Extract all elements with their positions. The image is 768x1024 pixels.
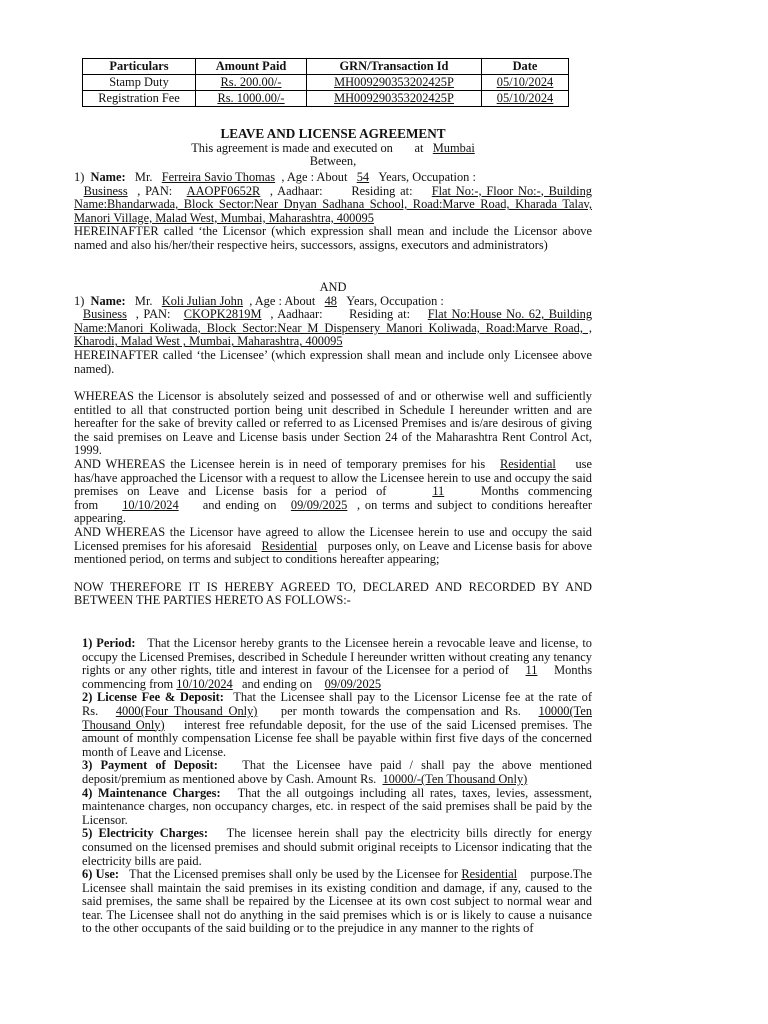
col-header: Date [482, 59, 569, 75]
licensor-section [74, 171, 592, 253]
licensor-name: Ferreira Savio Thomas [161, 170, 276, 184]
table-cell: Rs. 200.00/- [196, 75, 307, 91]
fees-table-header [83, 59, 569, 75]
clause-maintenance: 4) Maintenance Charges: That the all outgoings including all rates, taxes, levies, assessment, maintenance charges, non occupancy charges, etc. in respect of the said premises shall be paid by the Licensor. [82, 785, 592, 827]
clauses [74, 637, 592, 936]
agreement-title: LEAVE AND LICENSE AGREEMENT [220, 126, 446, 141]
execution-place: Mumbai [432, 140, 475, 155]
table-cell: 05/10/2024 [482, 75, 569, 91]
between-label: Between, [309, 154, 357, 169]
licensee-details: 1) Name: Mr. Koli Julian John , Age : About 48 Years, Occupation : Business , PAN: CKOPK2819M , Aadhaar: Residing at: Flat No:House No. 62, Building Name:Manori Koliwada, Block Sector:Near M Dispensery Manori Koliwada, Road:Marve Road, , Kharodi, Malad West , Mumbai, Maharashtra, 400095 [74, 293, 593, 349]
table-cell: Stamp Duty [83, 75, 196, 91]
table-cell: MH009290353202425P [307, 91, 482, 107]
clause-license-fee: 2) License Fee & Deposit: That the Licensee shall pay to the Licensor License fee at the rate of Rs. 4000(Four Thousand Only) per month towards the compensation and Rs. 10000(Ten Thousand Only) interest free refundable deposit, for the use of the said Licensed premises. The amount of monthly compensation License fee shall be payable within first five days of the concerned month of Leave and License. [82, 690, 593, 759]
table-cell: Rs. 1000.00/- [196, 91, 307, 107]
table-cell: 05/10/2024 [482, 91, 569, 107]
whereas-1: WHEREAS the Licensor is absolutely seized and possessed of and or otherwise well and sufficiently entitled to all that constructed portion being unit described in Schedule I hereunder written and are hereafter for the sake of brevity called or referred to as Licensed Premises and is/are desirous of giving the said premises on Leave and License basis under Section 24 of the Maharashtra Rent Control Act, 1999. [74, 389, 592, 458]
clause-use: 6) Use: That the Licensed premises shall only be used by the Licensee for Residential purpose.The Licensee shall maintain the said premises in its existing condition and damage, if any, caused to the said premises, the same shall be repaired by the Licensee at its own cost subject to normal wear and tear. The Licensee shall not do anything in the said premises which is or is likely to cause a nuisance to the other occupants of the said building or to the prejudice in any manner to the rights of [82, 867, 592, 936]
table-cell: Registration Fee [83, 91, 196, 107]
now-therefore: NOW THEREFORE IT IS HEREBY AGREED TO, DECLARED AND RECORDED BY AND BETWEEN THE PARTIES HERETO AS FOLLOWS:- [74, 579, 592, 608]
licensee-hereinafter: HEREINAFTER called ‘the Licensee’ (which expression shall mean and include only Licensee above named). [74, 347, 592, 376]
col-header: Amount Paid [196, 59, 307, 75]
fees-table [82, 58, 569, 107]
table-row [83, 75, 569, 91]
clause-payment-deposit: 3) Payment of Deposit: That the Licensee have paid / shall pay the above mentioned deposit/premium as mentioned above by Cash. Amount Rs. 10000/-(Ten Thousand Only) [82, 758, 592, 786]
licensee-pan: CKOPK2819M [183, 307, 262, 322]
whereas-3: AND WHEREAS the Licensor have agreed to allow the Licensee herein to use and occupy the said Licensed premises for his aforesaid Residential purposes only, on Leave and License basis for above mentioned period, on terms and subject to conditions hereafter appearing; [74, 524, 592, 567]
recitals [74, 390, 592, 608]
licensee-section [74, 281, 592, 376]
licensor-hereinafter: HEREINAFTER called ‘the Licensor (which expression shall mean and include the Licensor above named and also his/her/their respective heirs, successors, assigns, executors and administrators) [74, 224, 592, 252]
licensor-pan: AAOPF0652R [186, 183, 261, 198]
licensee-name: Koli Julian John [161, 293, 244, 308]
licensee-address: Flat No:House No. 62, Building Name:Manori Koliwada, Block Sector:Near M Dispensery Manori Koliwada, Road:Marve Road, , Kharodi, Malad West , Mumbai, Maharashtra, 400095 [74, 307, 593, 349]
col-header: Particulars [83, 59, 196, 75]
made-line: This agreement is made and executed on at Mumbai [191, 140, 475, 155]
table-cell: MH009290353202425P [307, 75, 482, 91]
table-row [83, 91, 569, 107]
col-header: GRN/Transaction Id [307, 59, 482, 75]
whereas-2: AND WHEREAS the Licensee herein is in need of temporary premises for his Residential use has/have approached the Licensor with a request to allow the Licensee herein to use and occupy the said premises on Leave and License basis for a period of 11 Months commencing from 10/10/2024 and ending on 09/09/2025 , on terms and subject to conditions hereafter appearing. [74, 456, 593, 526]
licensor-address: Flat No:-, Floor No:-, Building Name:Bhandarwada, Block Sector:Near Dnyan Sadhana School, Road:Marve Road, Kharada Talav, Manori Village, Malad West, Mumbai, Maharashtra, 400095 [74, 183, 593, 225]
and-label: AND [319, 280, 347, 294]
agreement-header [74, 127, 592, 169]
clause-period: 1) Period: That the Licensor hereby grants to the Licensee herein a revocable leave and license, to occupy the Licensed Premises, described in Schedule I hereunder written without creating any tenancy rights or any other rights, title and interest in favour of the Licensee for a period of 11 Months commencing from 10/10/2024 and ending on 09/09/2025 [82, 636, 593, 691]
licensor-details: 1) Name: Mr. Ferreira Savio Thomas , Age : About 54 Years, Occupation : Business , PAN: AAOPF0652R , Aadhaar: Residing at: Flat No:-, Floor No:-, Building Name:Bhandarwada, Block Sector:Near Dnyan Sadhana School, Road:Marve Road, Kharada Talav, Manori Village, Malad West, Mumbai, Maharashtra, 400095 [74, 170, 593, 225]
clause-electricity: 5) Electricity Charges: The licensee herein shall pay the electricity bills directly for energy consumed on the licensed premises and should submit original receipts to Licensor indicating that the electricity bills are paid. [82, 826, 593, 868]
